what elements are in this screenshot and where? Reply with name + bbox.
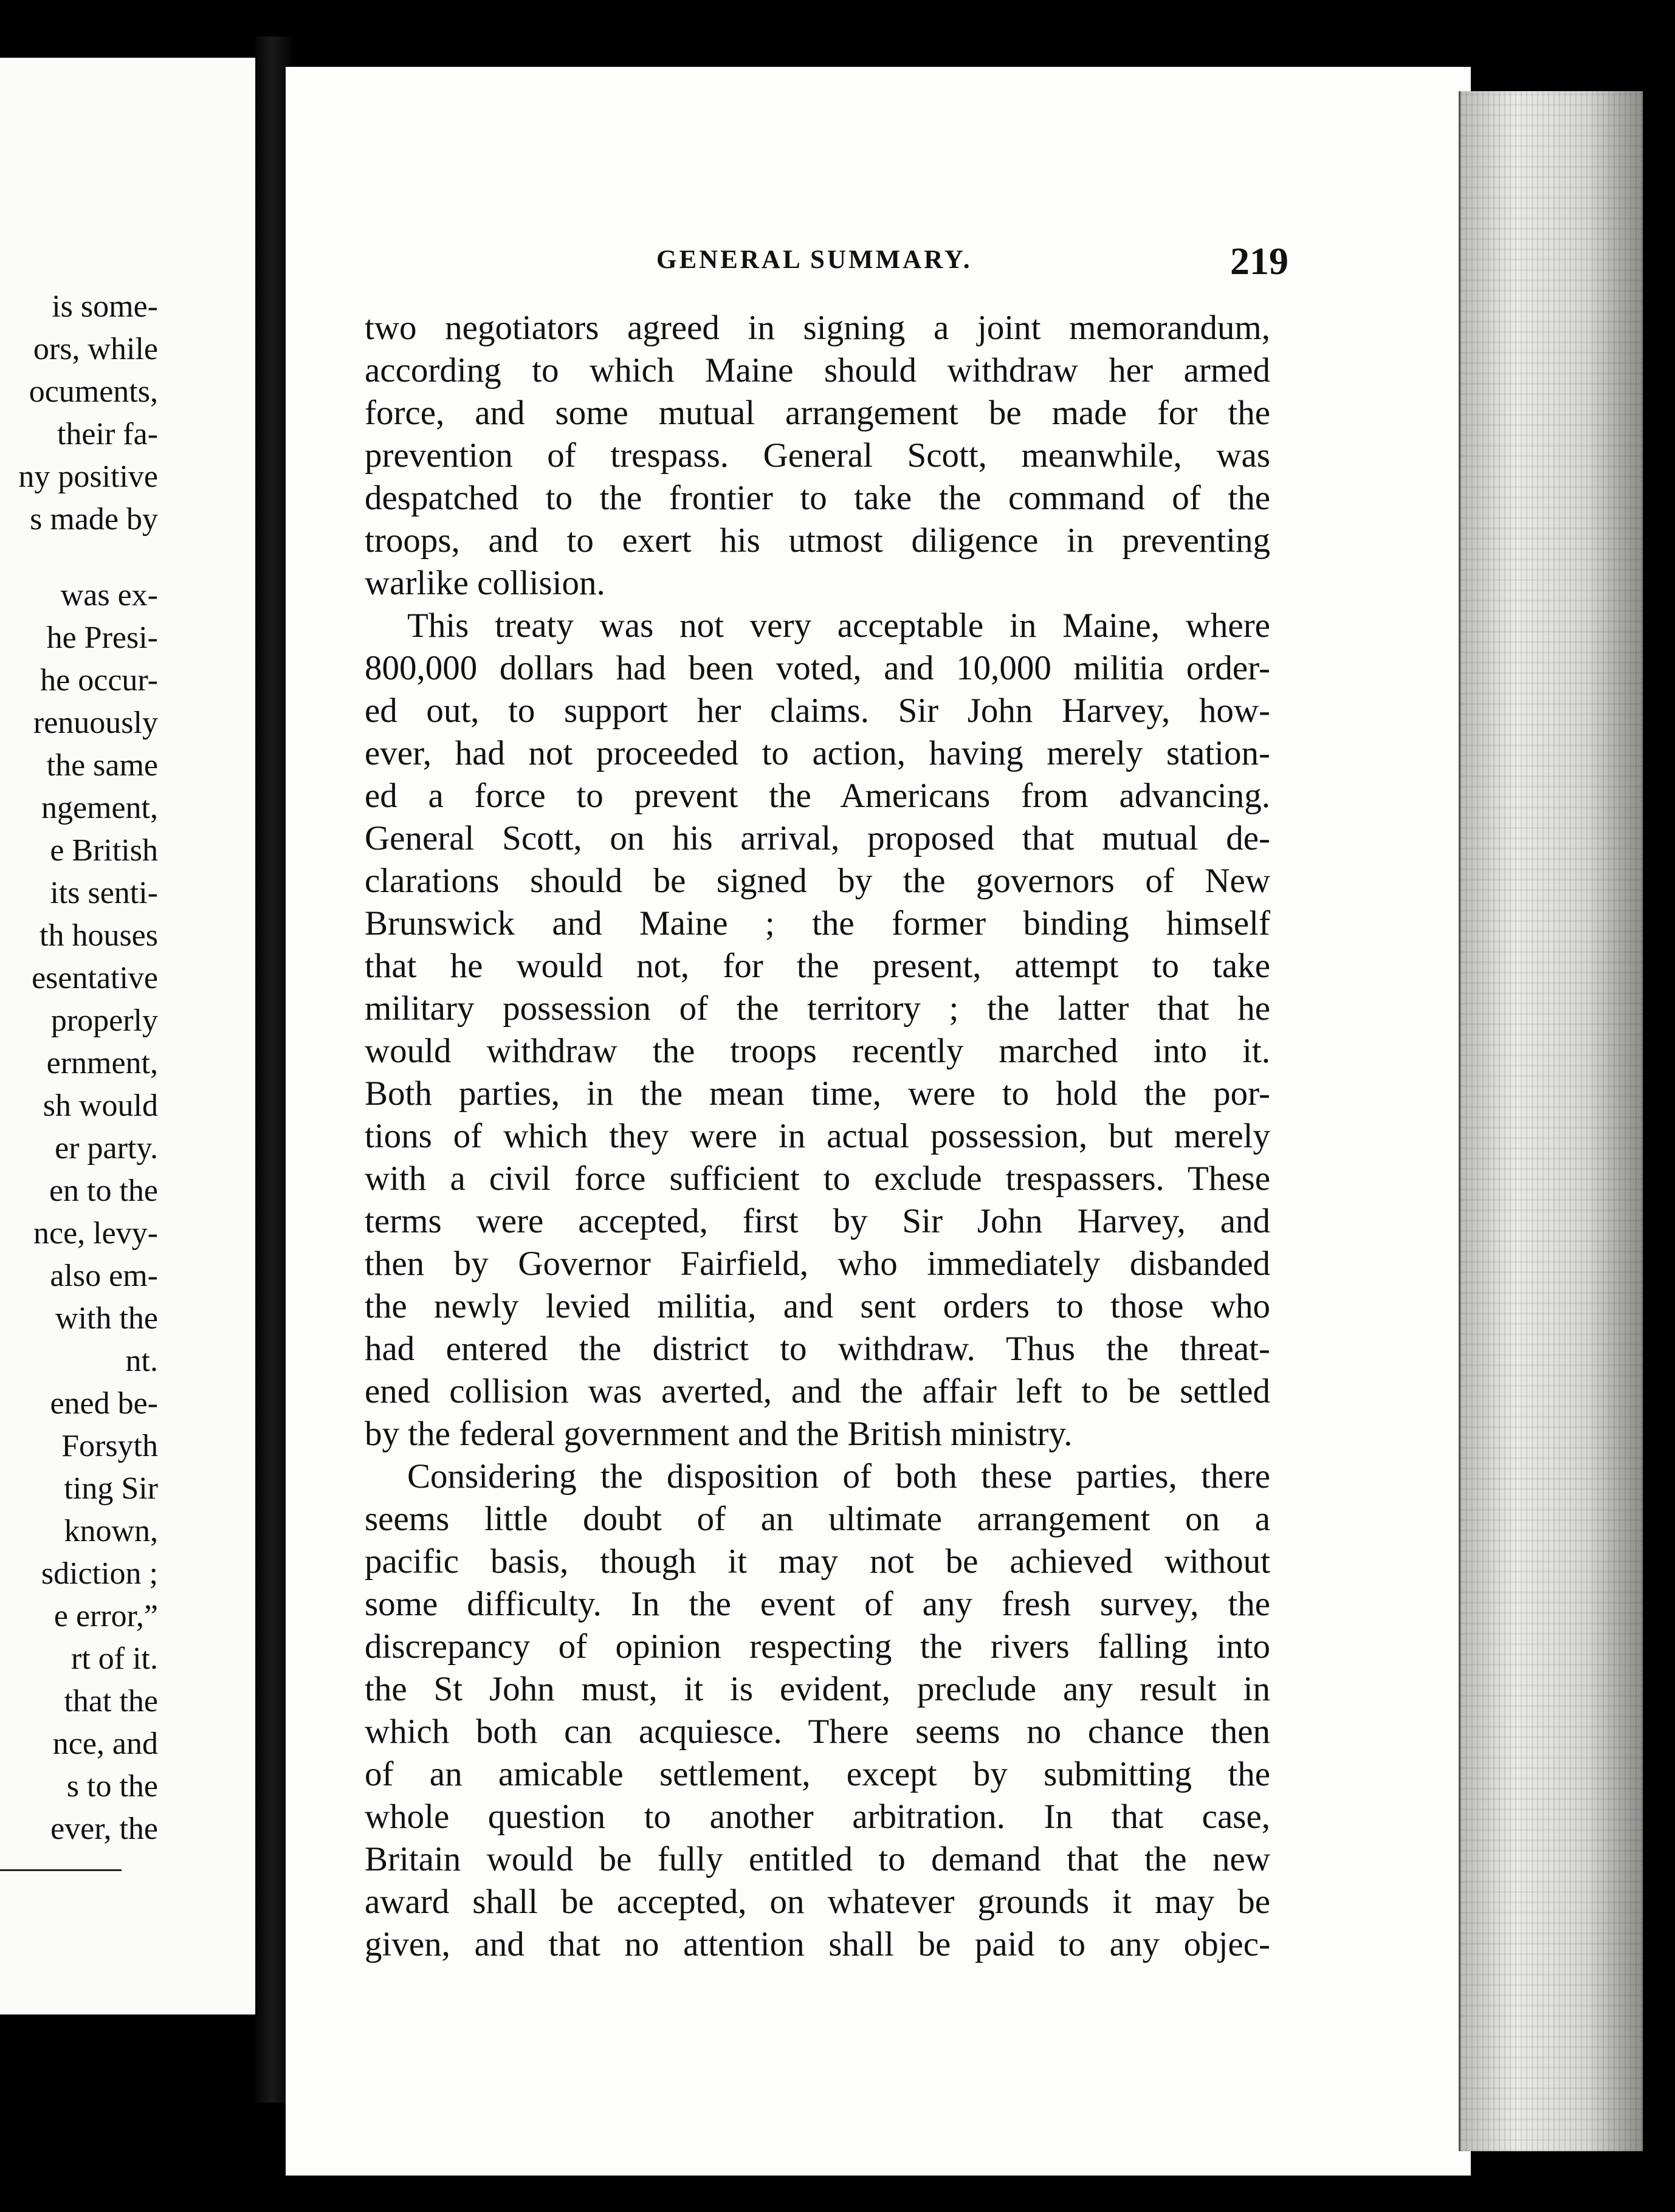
previous-page-line: properly [50,1003,158,1038]
previous-page-line: ny positive [18,459,158,494]
running-head: GENERAL SUMMARY. [656,246,972,274]
previous-page-line: er party. [55,1131,158,1166]
text-line: Considering the disposition of both these parties, there [407,1457,1270,1496]
text-line: despatched to the frontier to take the command of the [365,479,1270,517]
text-line: would withdraw the troops recently marched into it. [365,1032,1270,1070]
previous-page-line: th houses [40,918,158,953]
text-line: award shall be accepted, on whatever grounds it may be [365,1883,1270,1921]
previous-page-line: e British [50,833,158,868]
previous-page-line: is some- [52,289,158,324]
text-line: terms were accepted, first by Sir John Harvey, and [365,1202,1270,1240]
previous-page-line: ernment, [46,1046,158,1080]
previous-page-line: sh would [43,1088,158,1123]
previous-page-line: s made by [30,502,158,537]
previous-page-line: their fa- [57,417,158,452]
text-line: prevention of trespass. General Scott, meanwhile, was [365,436,1270,475]
text-line: the St John must, it is evident, preclude any result in [365,1670,1270,1708]
previous-page-line: ever, the [50,1812,158,1846]
text-line: seems little doubt of an ultimate arrangement on a [365,1500,1270,1538]
text-line: pacific basis, though it may not be achieved without [365,1542,1270,1581]
previous-page-line: that the [64,1684,158,1719]
text-line: given, and that no attention shall be paid to any objec- [365,1925,1270,1963]
text-line: of an amicable settlement, except by submitting the [365,1755,1270,1793]
previous-page-line: ting Sir [64,1471,158,1506]
text-line: General Scott, on his arrival, proposed that mutual de- [365,819,1270,857]
text-line: tions of which they were in actual possession, but merely [365,1117,1270,1155]
previous-page-line: ors, while [33,332,158,366]
text-line: that he would not, for the present, attempt to take [365,947,1270,985]
previous-page-line: renuously [33,706,158,740]
text-line: ed a force to prevent the Americans from advancing. [365,777,1270,815]
text-line: Both parties, in the mean time, were to hold the por- [365,1074,1270,1113]
previous-page-line: s to the [66,1769,158,1804]
text-line: troops, and to exert his utmost diligence in preventing [365,521,1270,560]
previous-page-line: en to the [49,1173,158,1208]
previous-page [0,58,255,2014]
text-line: force, and some mutual arrangement be made for the [365,394,1270,432]
text-line: warlike collision. [365,564,605,602]
text-line: some difficulty. In the event of any fresh survey, the [365,1585,1270,1623]
text-line: with a civil force sufficient to exclude trespassers. These [365,1159,1270,1198]
text-line: then by Governor Fairfield, who immediately disbanded [365,1245,1270,1283]
previous-page-line: sdiction ; [41,1556,158,1591]
previous-page-line: nce, levy- [33,1216,158,1251]
previous-page-line: its senti- [50,876,158,910]
previous-page-line: known, [64,1514,158,1548]
text-line: This treaty was not very acceptable in Maine, where [407,606,1270,645]
text-line: according to which Maine should withdraw her armed [365,351,1270,390]
previous-page-line: rt of it. [71,1641,158,1676]
previous-page-line: ocuments, [29,374,158,409]
text-line: the newly levied militia, and sent orders to those who [365,1287,1270,1325]
previous-page-line: ened be- [50,1386,158,1421]
page-header [656,239,1288,287]
text-line: whole question to another arbitration. In that case, [365,1798,1270,1836]
text-line: Britain would be fully entitled to demand that the new [365,1840,1270,1878]
previous-page-line: nt. [125,1344,158,1378]
previous-page-line: he Presi- [46,620,158,655]
page-edges [1459,91,1643,2151]
previous-page-line: ngement, [41,791,158,825]
previous-page-line: with the [55,1301,158,1336]
text-line: military possession of the territory ; the latter that he [365,989,1270,1028]
text-line: which both can acquiesce. There seems no chance then [365,1712,1270,1751]
previous-page-line: was ex- [60,578,158,613]
text-line: by the federal government and the British ministry. [365,1415,1073,1453]
page-number: 219 [1230,239,1288,283]
text-line: ed out, to support her claims. Sir John Harvey, how- [365,692,1270,730]
previous-page-line: he occur- [40,663,158,698]
text-line: had entered the district to withdraw. Thus the threat- [365,1330,1270,1368]
previous-page-line: nce, and [52,1726,158,1761]
text-line: discrepancy of opinion respecting the rivers falling into [365,1627,1270,1666]
previous-page-line: e error,” [53,1599,158,1633]
previous-page-line: esentative [32,961,158,995]
previous-page-line: the same [46,748,158,783]
text-line: two negotiators agreed in signing a joint memorandum, [365,309,1270,347]
text-line: 800,000 dollars had been voted, and 10,000 militia order- [365,649,1270,687]
text-line: ever, had not proceeded to action, having merely station- [365,734,1270,772]
footnote-rule [0,1869,122,1871]
previous-page-line: also em- [50,1259,158,1293]
previous-page-line: Forsyth [61,1429,158,1463]
text-line: clarations should be signed by the governors of New [365,862,1270,900]
text-line: Brunswick and Maine ; the former binding himself [365,904,1270,943]
text-line: ened collision was averted, and the affair left to be settled [365,1372,1270,1410]
